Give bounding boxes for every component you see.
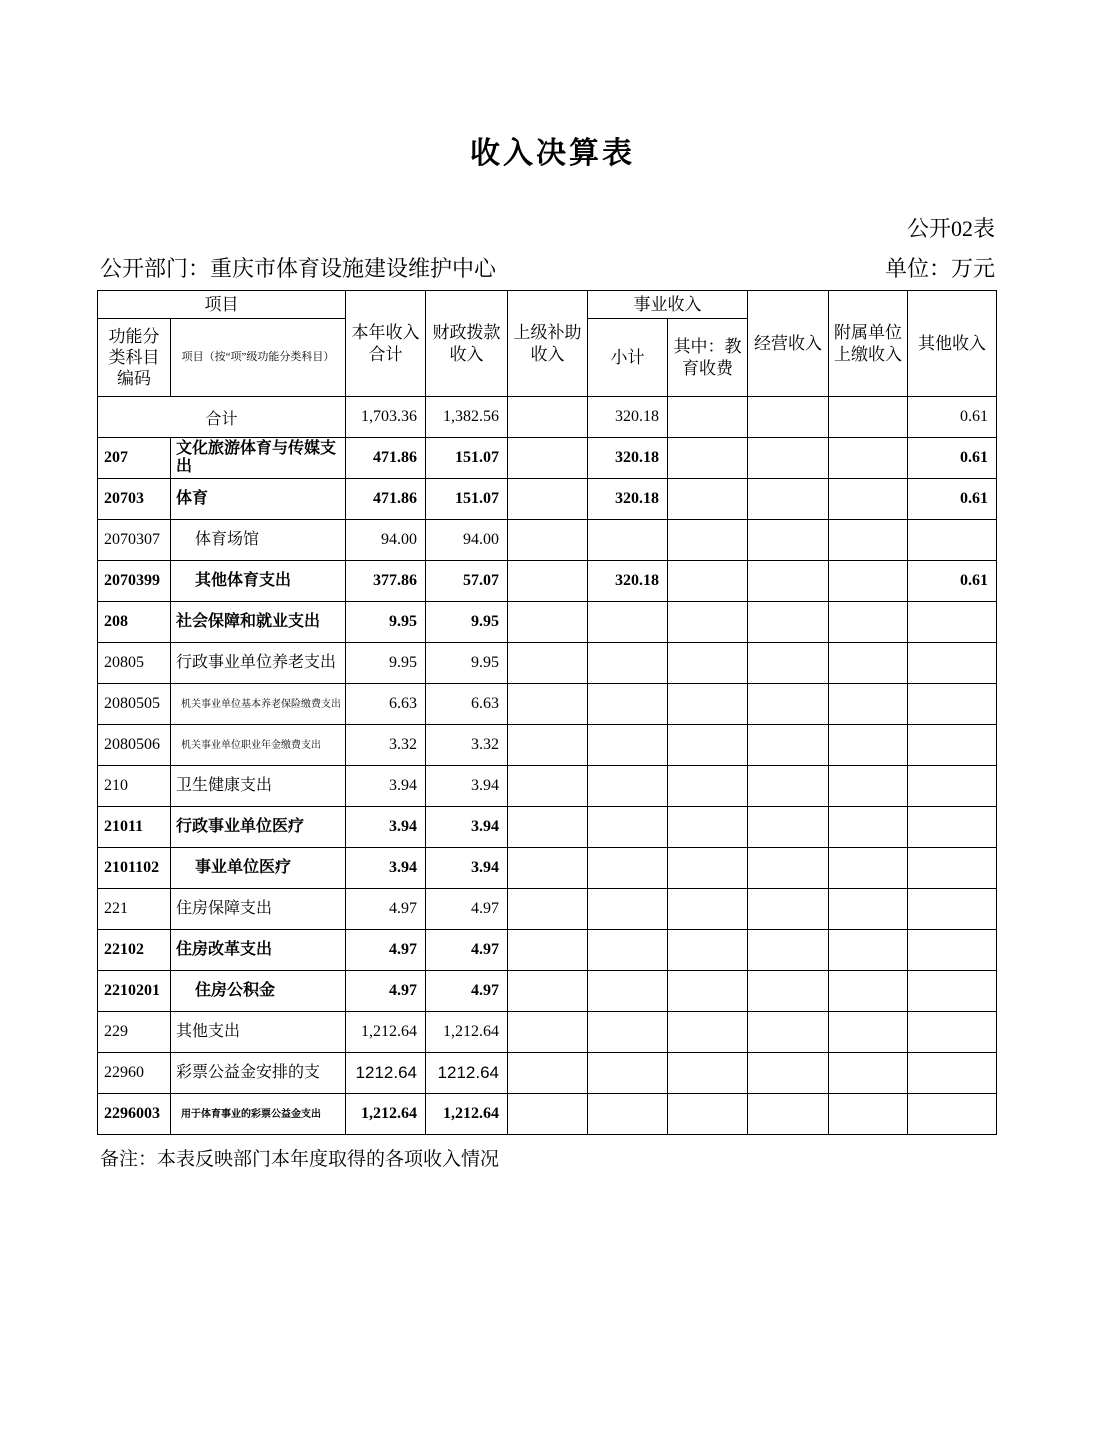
cell-value — [908, 889, 997, 930]
cell-value — [588, 971, 668, 1012]
cell-value — [508, 889, 588, 930]
cell-code: 20805 — [98, 643, 171, 684]
cell-name: 社会保障和就业支出 — [171, 602, 346, 643]
cell-value — [508, 725, 588, 766]
cell-value — [588, 1053, 668, 1094]
cell-code: 22960 — [98, 1053, 171, 1094]
cell-value — [748, 807, 829, 848]
cell-code: 2080506 — [98, 725, 171, 766]
cell-value — [748, 1094, 829, 1135]
cell-value — [668, 438, 748, 479]
cell-value: 9.95 — [426, 643, 508, 684]
cell-value: 151.07 — [426, 438, 508, 479]
cell-name: 住房公积金 — [171, 971, 346, 1012]
cell-value: 9.95 — [346, 602, 426, 643]
cell-name: 住房保障支出 — [171, 889, 346, 930]
cell-value — [908, 807, 997, 848]
cell-value: 3.32 — [426, 725, 508, 766]
cell-value — [508, 684, 588, 725]
cell-value — [588, 1012, 668, 1053]
cell-value — [908, 1012, 997, 1053]
cell-value: 6.63 — [346, 684, 426, 725]
cell-value — [748, 848, 829, 889]
table-row — [98, 438, 997, 479]
cell-name: 卫生健康支出 — [171, 766, 346, 807]
cell-value — [588, 643, 668, 684]
cell-value: 94.00 — [426, 520, 508, 561]
cell-value — [588, 848, 668, 889]
cell-value — [829, 684, 908, 725]
cell-value: 3.94 — [346, 766, 426, 807]
cell-value — [908, 725, 997, 766]
table-row — [98, 397, 997, 438]
cell-value: 0.61 — [908, 397, 997, 438]
cell-value — [508, 643, 588, 684]
cell-value — [748, 438, 829, 479]
cell-value — [668, 561, 748, 602]
cell-value: 1212.64 — [426, 1053, 508, 1094]
cell-value — [748, 725, 829, 766]
cell-value — [748, 684, 829, 725]
cell-value — [748, 561, 829, 602]
cell-value — [908, 643, 997, 684]
cell-value — [748, 889, 829, 930]
cell-value — [829, 766, 908, 807]
table-row — [98, 643, 997, 684]
header-affiliate-remit: 附属单位上缴收入 — [829, 291, 908, 397]
cell-value — [908, 930, 997, 971]
cell-value: 320.18 — [588, 561, 668, 602]
cell-value: 6.63 — [426, 684, 508, 725]
cell-value — [748, 520, 829, 561]
table-row — [98, 602, 997, 643]
table-row — [98, 561, 997, 602]
header-operating-income: 经营收入 — [748, 291, 829, 397]
cell-name: 文化旅游体育与传媒支出 — [171, 438, 346, 479]
cell-value: 0.61 — [908, 479, 997, 520]
cell-value — [588, 1094, 668, 1135]
cell-name: 机关事业单位基本养老保险缴费支出 — [171, 684, 346, 725]
cell-name: 行政事业单位养老支出 — [171, 643, 346, 684]
cell-value: 0.61 — [908, 561, 997, 602]
cell-name: 行政事业单位医疗 — [171, 807, 346, 848]
cell-value: 4.97 — [426, 889, 508, 930]
cell-value: 1212.64 — [346, 1053, 426, 1094]
cell-value — [748, 1012, 829, 1053]
table-row — [98, 725, 997, 766]
cell-value: 3.32 — [346, 725, 426, 766]
cell-value — [829, 725, 908, 766]
cell-value — [908, 684, 997, 725]
cell-value: 471.86 — [346, 479, 426, 520]
cell-value: 1,212.64 — [346, 1094, 426, 1135]
cell-value: 3.94 — [346, 807, 426, 848]
cell-value — [588, 766, 668, 807]
note: 备注：本表反映部门本年度取得的各项收入情况 — [100, 1149, 500, 1170]
cell-value — [829, 889, 908, 930]
cell-value — [748, 643, 829, 684]
table-row — [98, 807, 997, 848]
table-row — [98, 766, 997, 807]
cell-value — [748, 930, 829, 971]
table-row — [98, 930, 997, 971]
header-annual-total: 本年收入合计 — [346, 291, 426, 397]
cell-code: 20703 — [98, 479, 171, 520]
cell-name: 其他体育支出 — [171, 561, 346, 602]
cell-value — [829, 971, 908, 1012]
cell-value — [668, 1012, 748, 1053]
cell-code: 210 — [98, 766, 171, 807]
cell-value — [668, 807, 748, 848]
cell-value — [668, 971, 748, 1012]
cell-value: 1,212.64 — [426, 1094, 508, 1135]
header-fiscal-appropriation: 财政拨款收入 — [426, 291, 508, 397]
cell-value: 94.00 — [346, 520, 426, 561]
cell-value — [508, 1053, 588, 1094]
cell-value — [908, 1094, 997, 1135]
cell-value — [508, 479, 588, 520]
header-project-item: 项目（按“项”级功能分类科目） — [171, 319, 346, 397]
cell-value — [908, 520, 997, 561]
table-row — [98, 479, 997, 520]
header-other-income: 其他收入 — [908, 291, 997, 397]
cell-value: 4.97 — [426, 930, 508, 971]
cell-value — [908, 602, 997, 643]
cell-value: 0.61 — [908, 438, 997, 479]
cell-value — [748, 479, 829, 520]
cell-code: 207 — [98, 438, 171, 479]
cell-value: 1,703.36 — [346, 397, 426, 438]
cell-value — [908, 848, 997, 889]
cell-value — [668, 1053, 748, 1094]
cell-value: 1,382.56 — [426, 397, 508, 438]
cell-value — [829, 1094, 908, 1135]
cell-total-label: 合计 — [98, 397, 346, 438]
cell-value: 320.18 — [588, 479, 668, 520]
cell-value: 320.18 — [588, 397, 668, 438]
cell-name: 其他支出 — [171, 1012, 346, 1053]
cell-value — [508, 561, 588, 602]
cell-value — [508, 971, 588, 1012]
header-row-groups — [98, 291, 997, 319]
cell-value — [588, 520, 668, 561]
cell-value: 9.95 — [346, 643, 426, 684]
cell-code: 2210201 — [98, 971, 171, 1012]
cell-value: 4.97 — [426, 971, 508, 1012]
meta-row — [100, 252, 995, 283]
department-label: 公开部门：重庆市体育设施建设维护中心 — [100, 256, 497, 281]
header-subtotal: 小计 — [588, 319, 668, 397]
table-row — [98, 1094, 997, 1135]
table-row — [98, 1012, 997, 1053]
cell-value — [829, 520, 908, 561]
header-function-code: 功能分类科目编码 — [98, 319, 171, 397]
cell-value: 3.94 — [346, 848, 426, 889]
cell-value — [508, 438, 588, 479]
cell-code: 221 — [98, 889, 171, 930]
table-row — [98, 520, 997, 561]
cell-value — [668, 848, 748, 889]
cell-name: 体育场馆 — [171, 520, 346, 561]
cell-value — [908, 766, 997, 807]
unit-label: 单位：万元 — [884, 256, 995, 281]
table-row — [98, 684, 997, 725]
cell-value — [908, 1053, 997, 1094]
cell-value: 3.94 — [426, 766, 508, 807]
cell-code: 2296003 — [98, 1094, 171, 1135]
cell-value: 9.95 — [426, 602, 508, 643]
cell-value: 4.97 — [346, 971, 426, 1012]
cell-value: 151.07 — [426, 479, 508, 520]
table-code-label: 公开02表 — [906, 216, 995, 241]
table-row — [98, 1053, 997, 1094]
header-superior-subsidy: 上级补助收入 — [508, 291, 588, 397]
cell-name: 住房改革支出 — [171, 930, 346, 971]
cell-value — [508, 520, 588, 561]
header-business-income-group: 事业收入 — [588, 291, 748, 319]
income-table — [97, 290, 997, 1135]
cell-value: 377.86 — [346, 561, 426, 602]
cell-name: 事业单位医疗 — [171, 848, 346, 889]
cell-value: 3.94 — [426, 848, 508, 889]
table-row — [98, 848, 997, 889]
cell-name: 用于体育事业的彩票公益金支出 — [171, 1094, 346, 1135]
cell-code: 2070399 — [98, 561, 171, 602]
cell-code: 208 — [98, 602, 171, 643]
cell-code: 2070307 — [98, 520, 171, 561]
income-table-body — [98, 397, 997, 1135]
cell-name: 体育 — [171, 479, 346, 520]
cell-value — [508, 807, 588, 848]
cell-name: 机关事业单位职业年金缴费支出 — [171, 725, 346, 766]
cell-value — [668, 930, 748, 971]
table-row — [98, 971, 997, 1012]
cell-value — [668, 766, 748, 807]
cell-value: 1,212.64 — [426, 1012, 508, 1053]
cell-value — [508, 397, 588, 438]
cell-value — [829, 848, 908, 889]
cell-value — [829, 561, 908, 602]
cell-value — [668, 643, 748, 684]
cell-value: 471.86 — [346, 438, 426, 479]
cell-value: 4.97 — [346, 930, 426, 971]
cell-value — [748, 1053, 829, 1094]
cell-value — [588, 807, 668, 848]
table-row — [98, 889, 997, 930]
cell-value — [668, 520, 748, 561]
cell-value — [748, 602, 829, 643]
cell-value — [668, 1094, 748, 1135]
cell-value — [508, 1094, 588, 1135]
cell-code: 22102 — [98, 930, 171, 971]
cell-value — [508, 848, 588, 889]
cell-value — [508, 602, 588, 643]
cell-value — [829, 930, 908, 971]
cell-value: 1,212.64 — [346, 1012, 426, 1053]
cell-value — [829, 397, 908, 438]
cell-value — [668, 684, 748, 725]
cell-value — [748, 397, 829, 438]
cell-value — [508, 930, 588, 971]
cell-value — [829, 1053, 908, 1094]
cell-code: 2101102 — [98, 848, 171, 889]
cell-value — [829, 479, 908, 520]
header-project-group: 项目 — [98, 291, 346, 319]
cell-value — [829, 643, 908, 684]
cell-value — [668, 397, 748, 438]
cell-value — [588, 725, 668, 766]
cell-code: 21011 — [98, 807, 171, 848]
cell-code: 229 — [98, 1012, 171, 1053]
cell-value — [668, 479, 748, 520]
cell-value — [829, 438, 908, 479]
cell-value — [829, 807, 908, 848]
page-title: 收入决算表 — [470, 137, 635, 170]
cell-value — [668, 725, 748, 766]
cell-value — [588, 889, 668, 930]
cell-value — [829, 602, 908, 643]
cell-value — [908, 971, 997, 1012]
cell-value — [588, 602, 668, 643]
cell-value: 4.97 — [346, 889, 426, 930]
cell-code: 2080505 — [98, 684, 171, 725]
cell-value — [748, 766, 829, 807]
cell-value — [588, 930, 668, 971]
cell-value: 320.18 — [588, 438, 668, 479]
cell-value — [829, 1012, 908, 1053]
cell-value: 57.07 — [426, 561, 508, 602]
cell-value — [588, 684, 668, 725]
cell-value: 3.94 — [426, 807, 508, 848]
cell-value — [668, 889, 748, 930]
table-header — [98, 291, 997, 397]
cell-value — [668, 602, 748, 643]
cell-value — [748, 971, 829, 1012]
cell-value — [508, 1012, 588, 1053]
cell-name: 彩票公益金安排的支 — [171, 1053, 346, 1094]
header-edu-fee: 其中：教育收费 — [668, 319, 748, 397]
cell-value — [508, 766, 588, 807]
